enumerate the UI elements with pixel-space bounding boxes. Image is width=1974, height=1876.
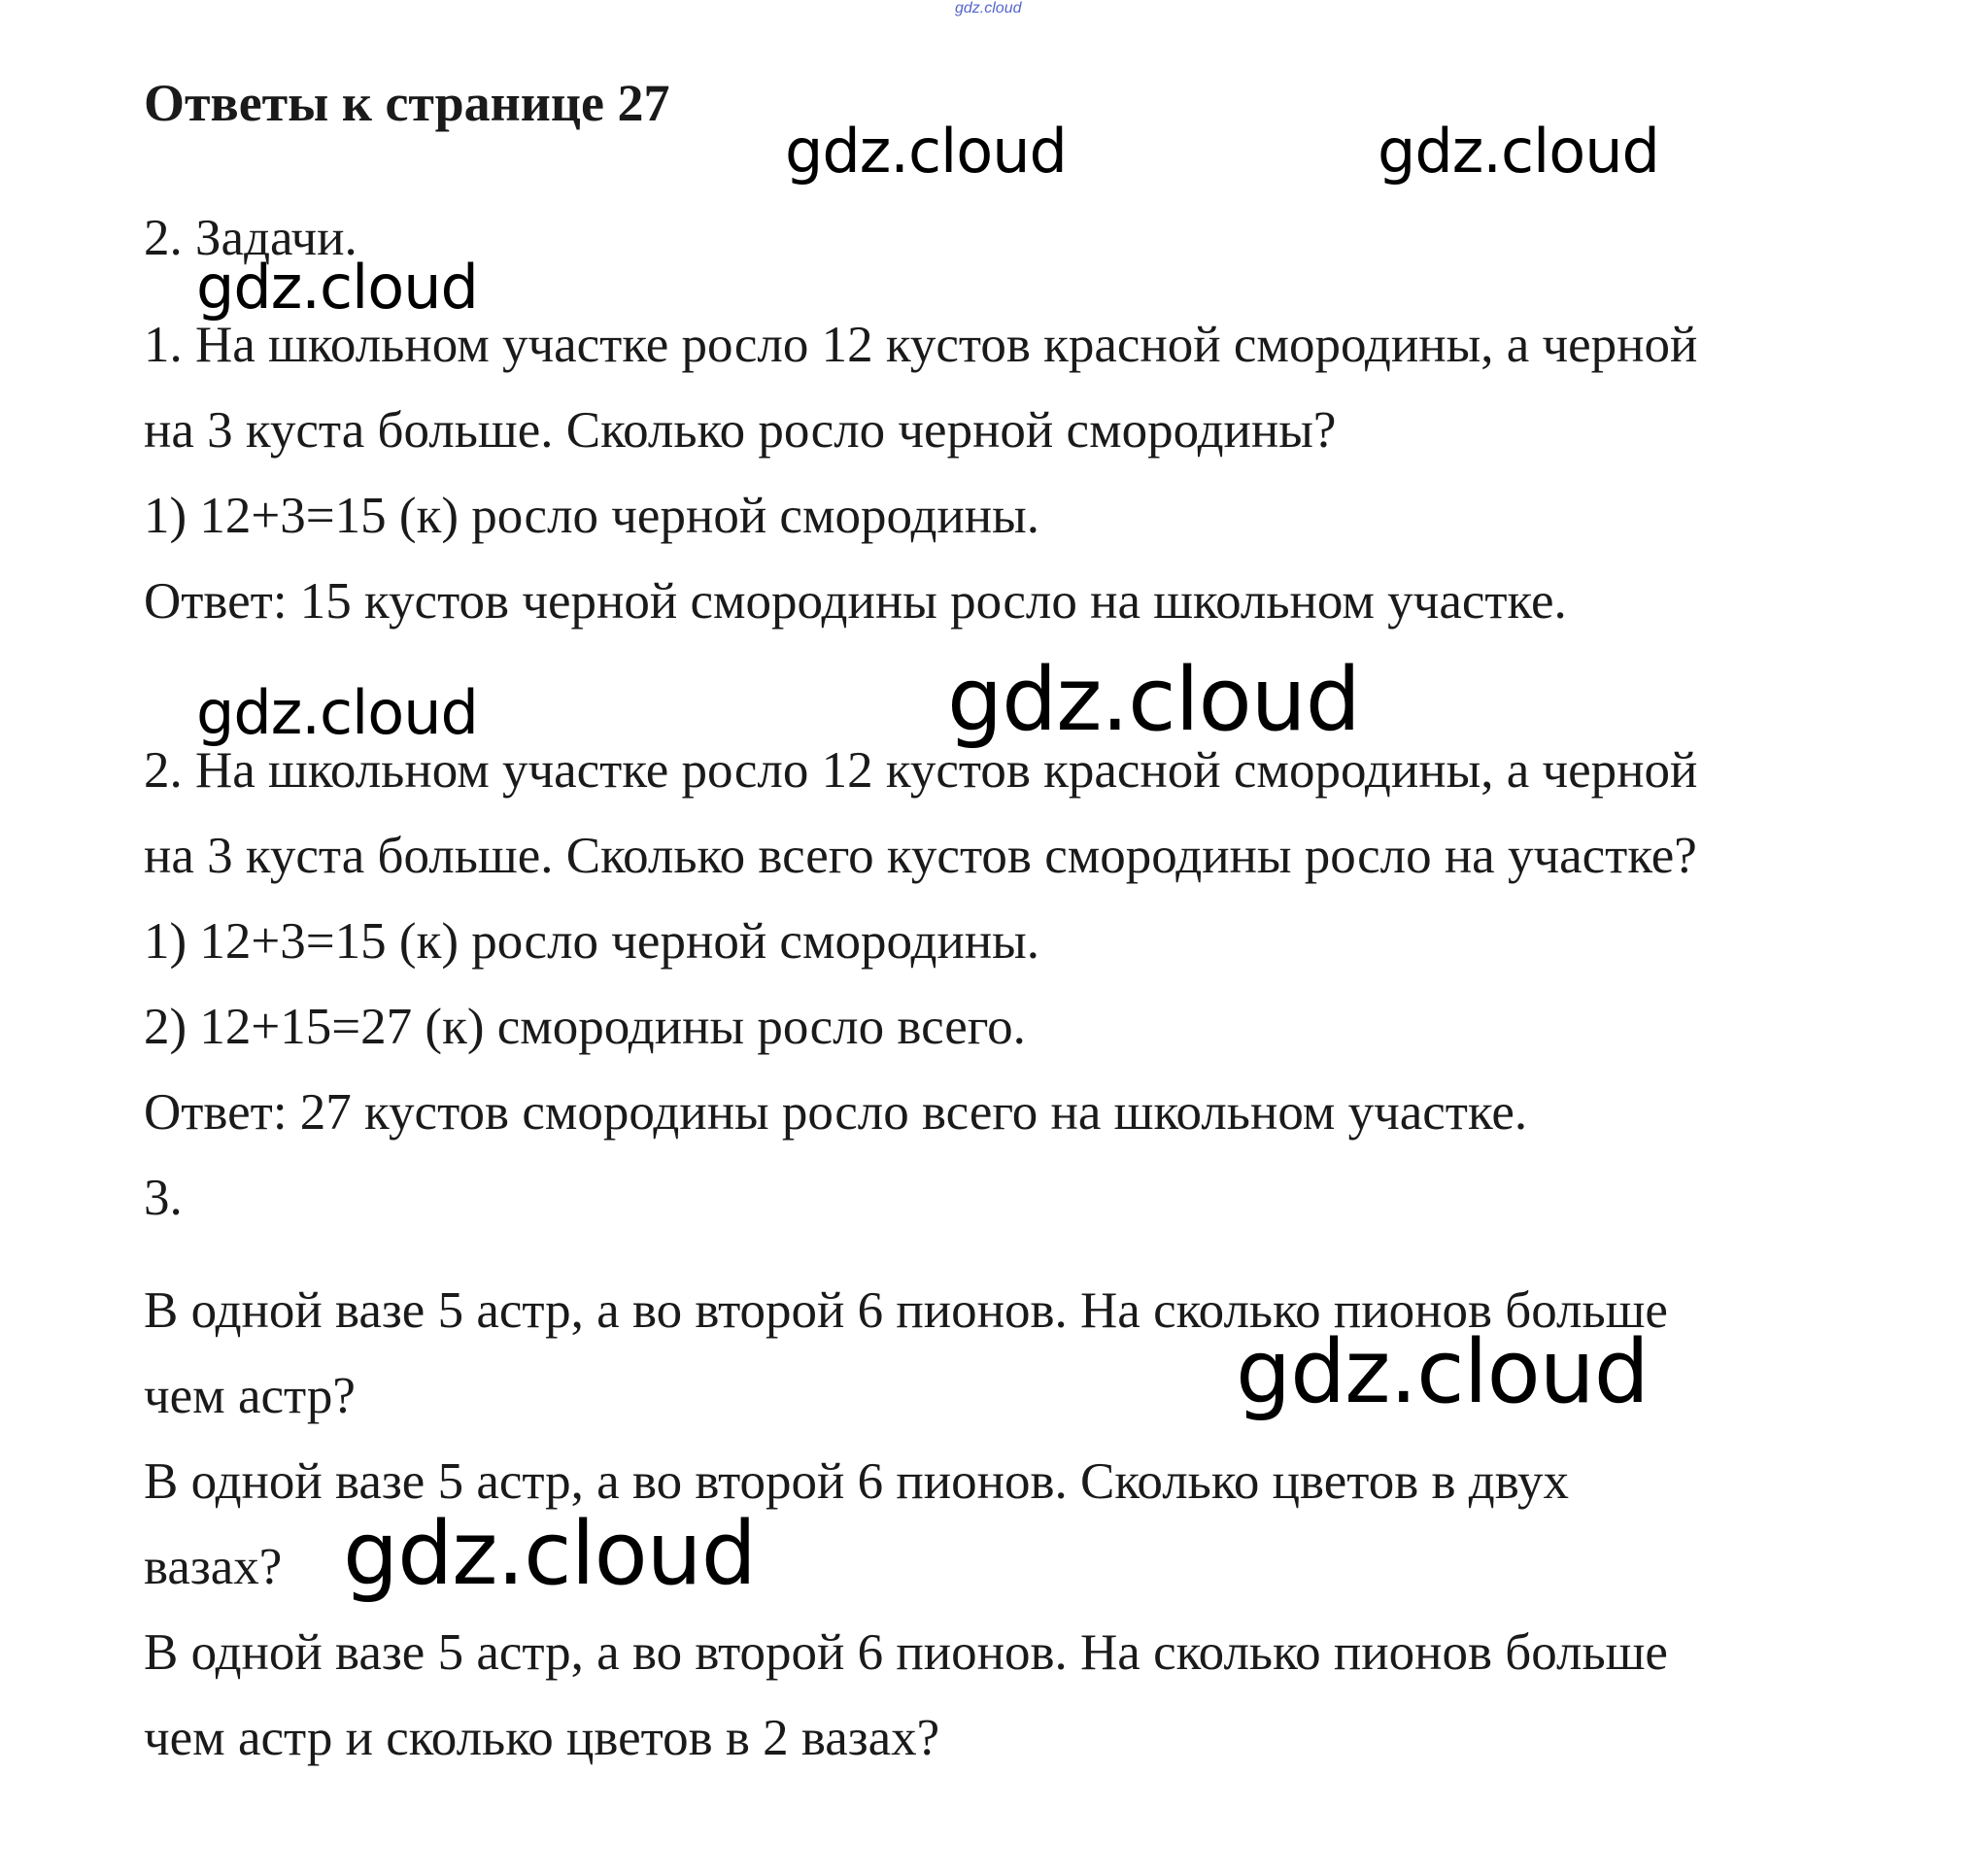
watermark: gdz.cloud	[196, 252, 478, 323]
problem-3a-line-2: чем астр?	[144, 1368, 356, 1424]
watermark: gdz.cloud	[196, 677, 478, 748]
page-title: Ответы к странице 27	[144, 74, 670, 132]
problem-2-line-1: 2. На школьном участке росло 12 кустов красной смородины, а черной	[144, 742, 1698, 799]
section-heading: 2. Задачи.	[144, 210, 357, 266]
watermark: gdz.cloud	[343, 1503, 756, 1605]
watermark: gdz.cloud	[947, 649, 1360, 751]
problem-3b-line-2: вазах?	[144, 1539, 283, 1595]
problem-3b-line-1: В одной вазе 5 астр, а во второй 6 пионов. Сколько цветов в двух	[144, 1453, 1569, 1510]
watermark: gdz.cloud	[1378, 116, 1659, 187]
problem-2-step-1: 1) 12+3=15 (к) росло черной смородины.	[144, 913, 1040, 970]
header-watermark: gdz.cloud	[955, 0, 1022, 17]
watermark: gdz.cloud	[785, 116, 1067, 187]
problem-1-line-2: на 3 куста больше. Сколько росло черной смородины?	[144, 402, 1337, 459]
problem-2-step-2: 2) 12+15=27 (к) смородины росло всего.	[144, 999, 1026, 1055]
problem-1-line-1: 1. На школьном участке росло 12 кустов красной смородины, а черной	[144, 317, 1698, 373]
problem-3c-line-2: чем астр и сколько цветов в 2 вазах?	[144, 1710, 940, 1766]
problem-3a-line-1: В одной вазе 5 астр, а во второй 6 пионов. На сколько пионов больше	[144, 1282, 1668, 1339]
problem-3-number: 3.	[144, 1170, 183, 1226]
problem-2-answer: Ответ: 27 кустов смородины росло всего на школьном участке.	[144, 1084, 1528, 1141]
problem-2-line-2: на 3 куста больше. Сколько всего кустов смородины росло на участке?	[144, 828, 1697, 884]
problem-1-step-1: 1) 12+3=15 (к) росло черной смородины.	[144, 488, 1040, 544]
watermark: gdz.cloud	[1236, 1321, 1649, 1423]
problem-3c-line-1: В одной вазе 5 астр, а во второй 6 пионов. На сколько пионов больше	[144, 1624, 1668, 1681]
problem-1-answer: Ответ: 15 кустов черной смородины росло на школьном участке.	[144, 573, 1567, 630]
